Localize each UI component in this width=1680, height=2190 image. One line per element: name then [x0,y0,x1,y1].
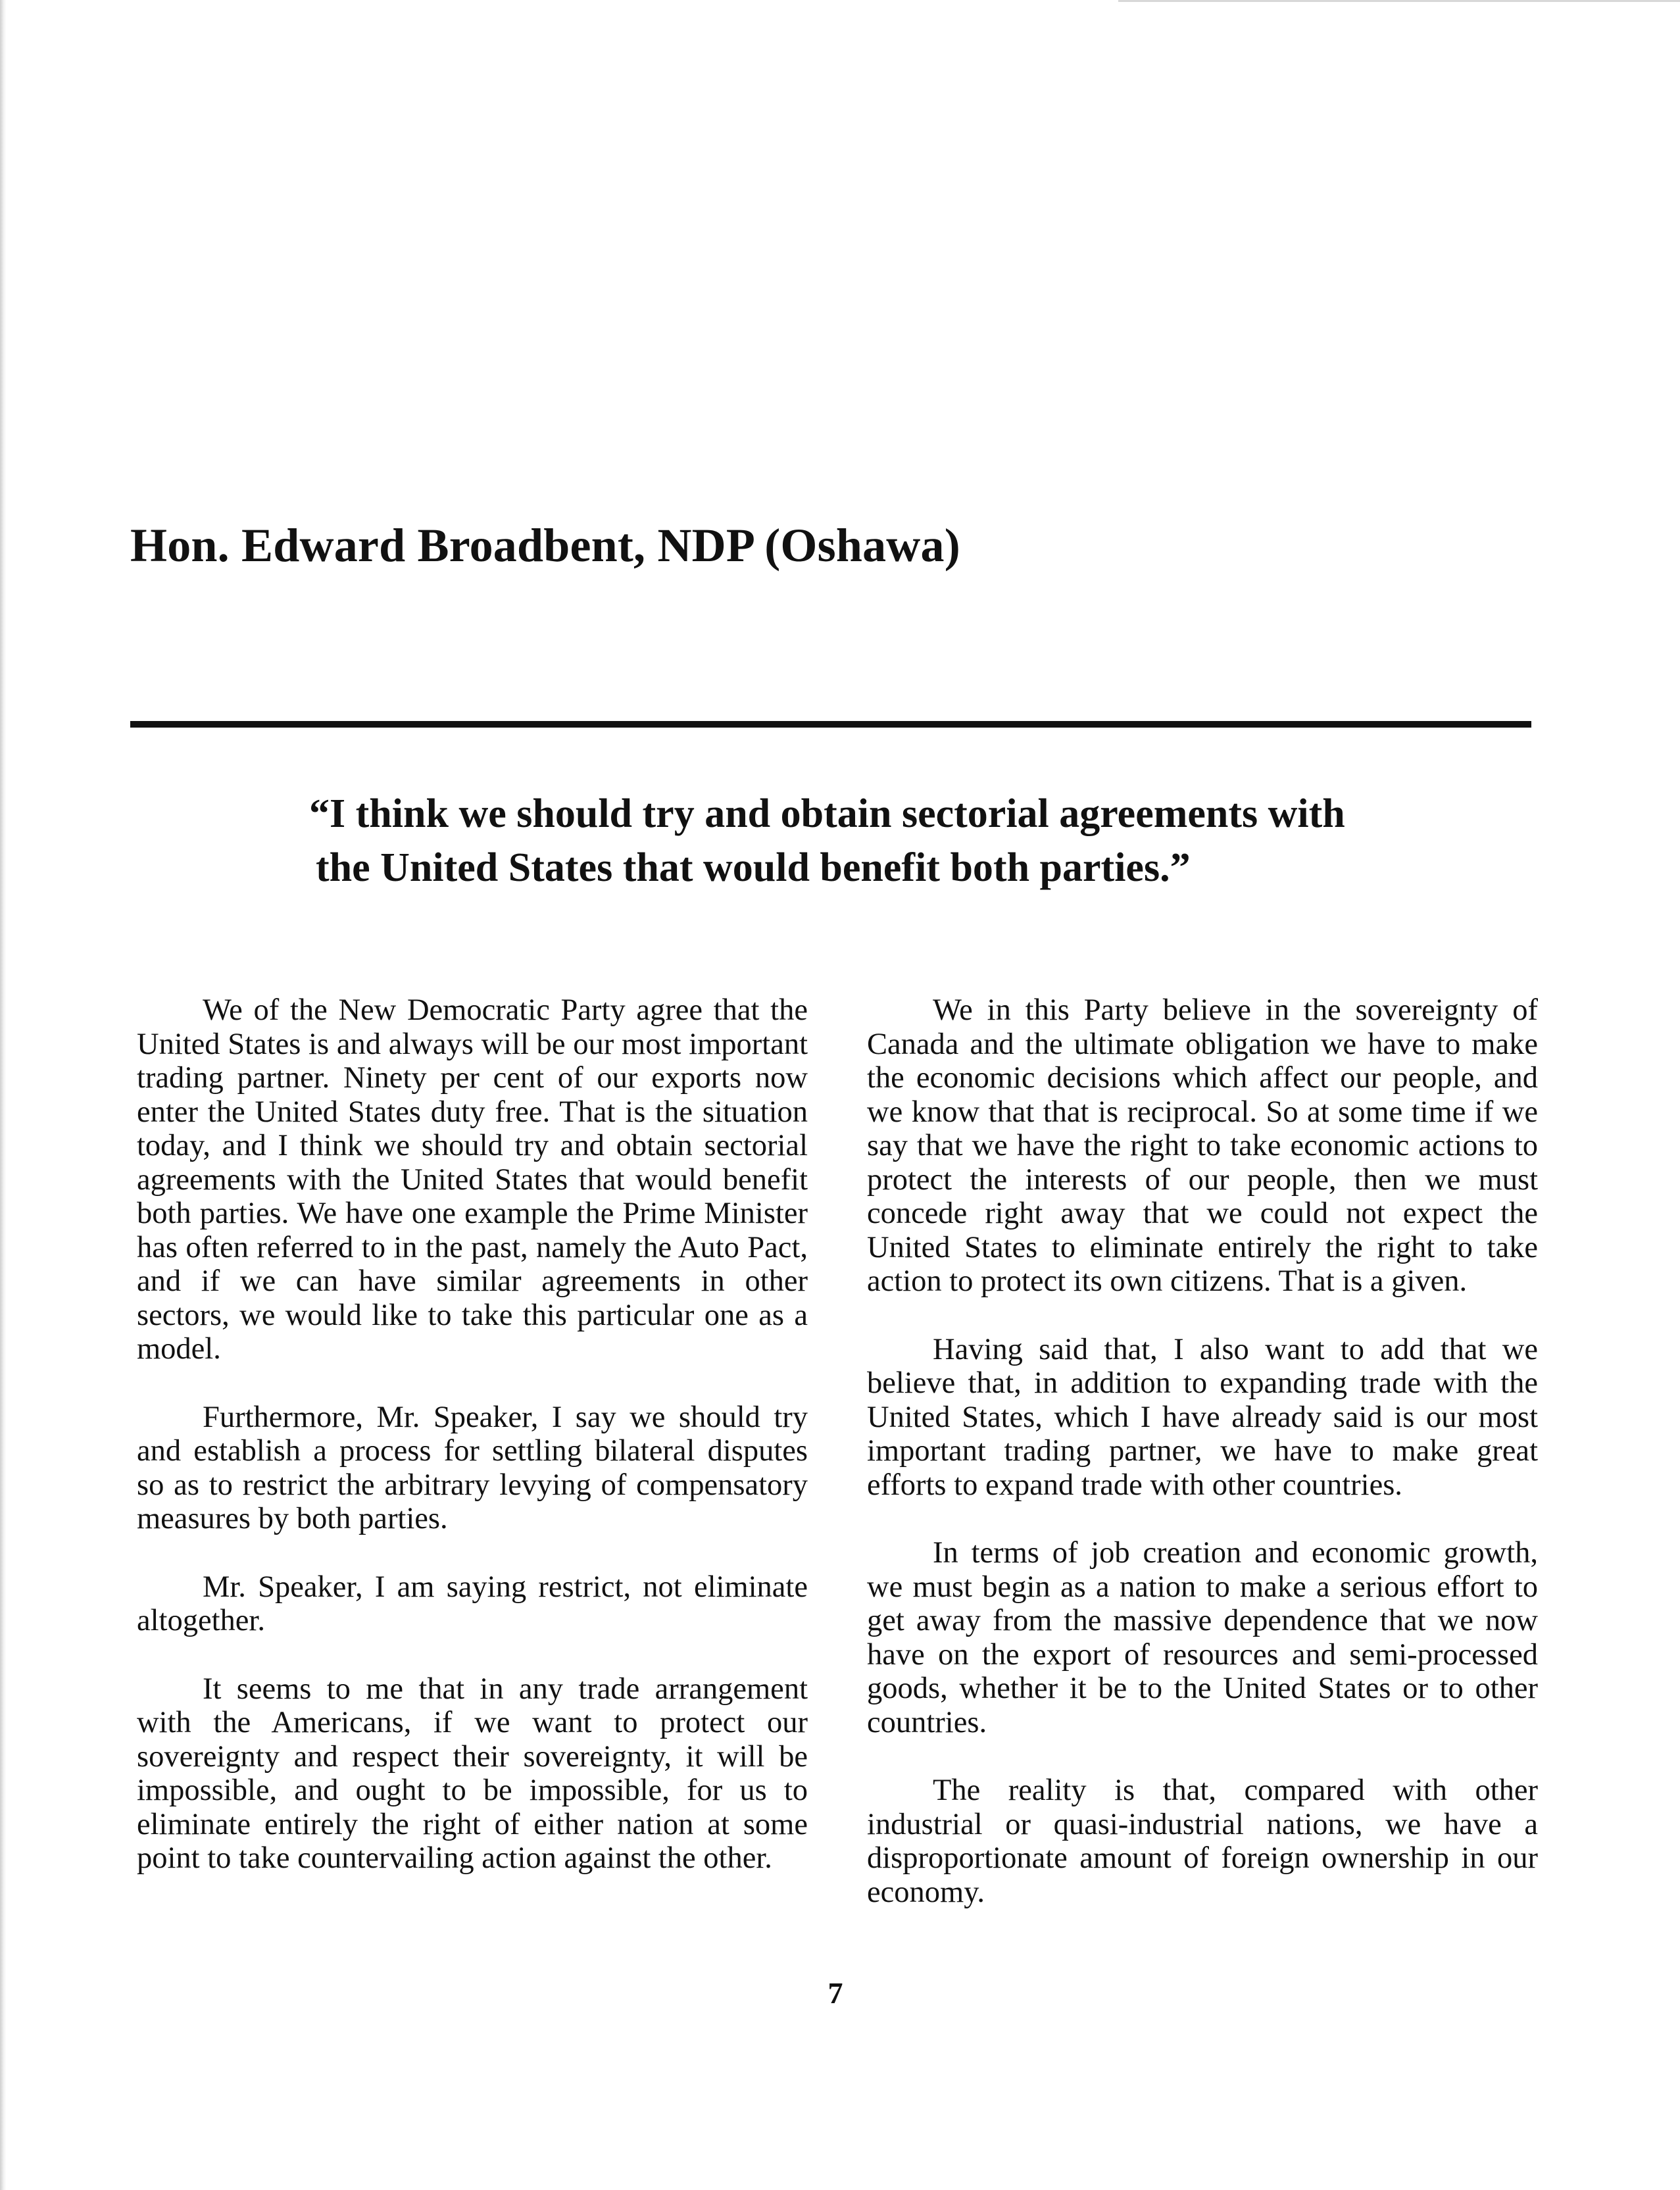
paragraph: We in this Party believe in the sovereignty of Canada and the ultimate obligation we have to make the economic decisions which affect our people, and we know that that is reciprocal. So at some time if we say that we have the right to take economic actions to protect the interests of our people, then we must concede right away that we could not expect the United States to eliminate entirely the right to take action to protect its own citizens. That is a given. [867,993,1538,1298]
paragraph: In terms of job creation and economic growth, we must begin as a nation to make a serious effort to get away from the massive dependence that we now have on the export of resources and semi-processed goods, whether it be to the United States or to other countries. [867,1536,1538,1739]
paragraph: Furthermore, Mr. Speaker, I say we should try and establish a process for settling bilateral disputes so as to restrict the arbitrary levying of compensatory measures by both parties. [137,1400,808,1535]
pull-quote: “I think we should try and obtain sectorial agreements with the United States that would benefit both parties.” [309,791,1345,890]
paragraph: The reality is that, compared with other industrial or quasi-industrial nations, we have a disproportionate amount of foreign ownership in our economy. [867,1774,1538,1909]
heading-divider [130,721,1531,728]
right-column [867,993,1538,1943]
speaker-heading: Hon. Edward Broadbent, NDP (Oshawa) [130,519,960,572]
paragraph: We of the New Democratic Party agree that the United States is and always will be our most important trading partner. Ninety per cent of our exports now enter the United States duty free. That is the situation today, and I think we should try and obtain sectorial agreements with the United States that would benefit both parties. We have one example the Prime Minister has often referred to in the past, namely the Auto Pact, and if we can have similar agreements in other sectors, we would like to take this particular one as a model. [137,993,808,1366]
paragraph: Mr. Speaker, I am saying restrict, not eliminate altogether. [137,1570,808,1637]
scan-edge-left [0,0,7,2190]
left-column [137,993,808,1910]
paragraph: It seems to me that in any trade arrangement with the Americans, if we want to protect our sovereignty and respect their sovereignty, it will be impossible, and ought to be impossible, for us to eliminate entirely the right of either nation at some point to take countervailing action against the other. [137,1672,808,1875]
paragraph: Having said that, I also want to add that we believe that, in addition to expanding trade with the United States, which I have already said is our most important trading partner, we have to make great efforts to expand trade with other countries. [867,1332,1538,1502]
page-number: 7 [828,1976,843,2010]
scan-edge-top [1118,0,1680,2]
